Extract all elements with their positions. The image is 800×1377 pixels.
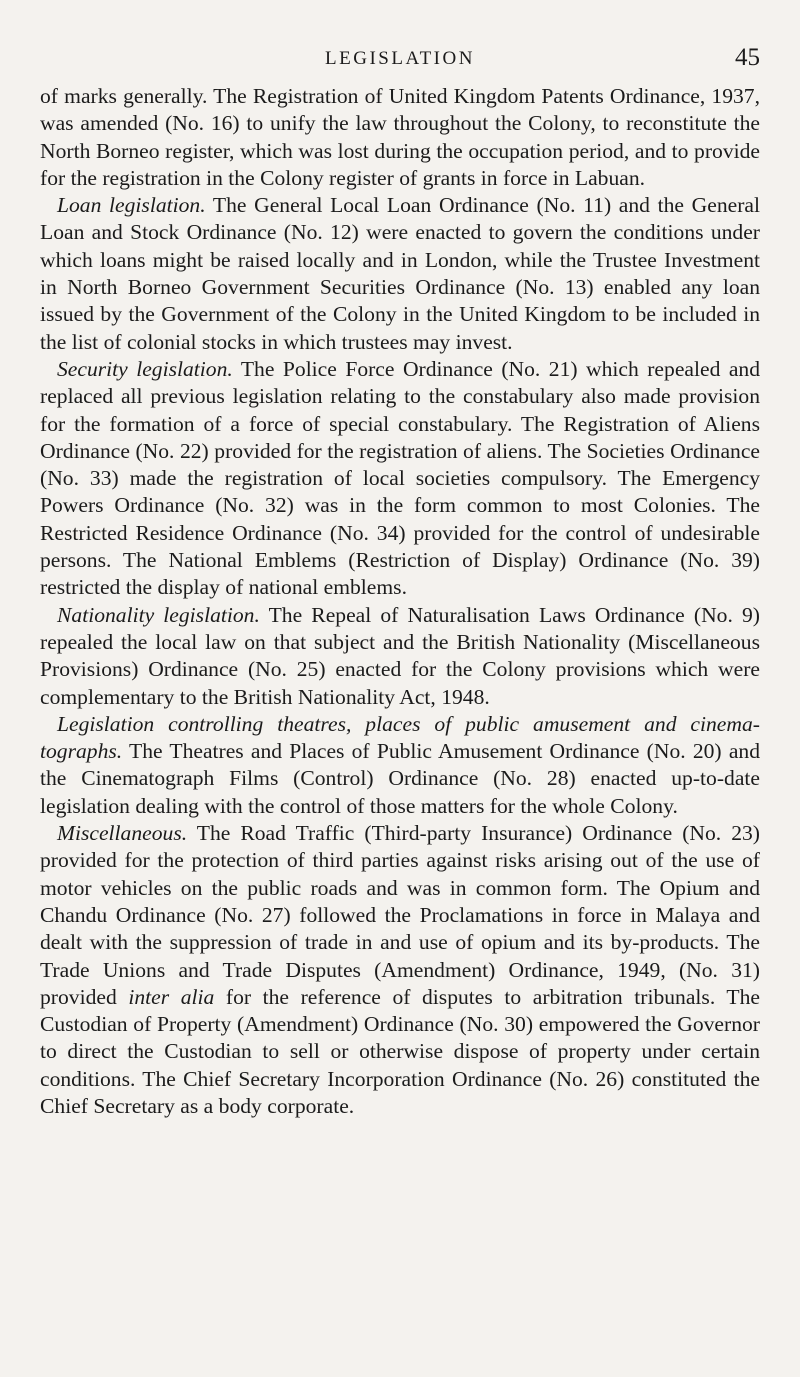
body-text	[40, 83, 760, 1120]
section-heading-security: Security legislation.	[57, 356, 233, 381]
paragraph-miscellaneous	[40, 820, 760, 1120]
section-heading-loan: Loan legislation.	[57, 193, 206, 218]
paragraph-text: The General Local Loan Ordinance (No. 11) and the General Loan and Stock Ordinance (No. 12) were enacted to govern the conditions under which loans might be raised locally and in London, while the Trustee Investment in North Borneo Government Securities Ordinance (No. 13) enabled any loan issued by the Government of the Colony in the United Kingdom to be included in the list of colonial stocks in which trustees may invest.	[40, 193, 761, 354]
paragraph-text: The Theatres and Places of Public Amusement Ordinance (No. 20) and the Cinematograph Films (Control) Ordinance (No. 28) enacted up-to-date legislation dealing with the control of those matters for the whole Colony.	[40, 739, 760, 818]
paragraph-security-legislation	[40, 356, 760, 602]
page-header	[40, 42, 760, 82]
paragraph-theatres-legislation	[40, 711, 760, 820]
paragraph-text: The Road Traffic (Third-party Insurance) Ordinance (No. 23) provided for the protection of third parties against risks arising out of the use of motor vehicles on the public roads and was in common form. The Opium and Chandu Ordinance (No. 27) followed the Proclamations in force in Malaya and dealt with the suppression of trade in and use of opium and its by-products. The Trade Unions and Trade Disputes (Amendment) Ordinance, 1949, (No. 31) provided	[40, 821, 760, 1009]
section-heading-theatres: Legislation controlling theatres, places of public amusement and cinematographs.	[40, 711, 760, 764]
page-number: 45	[735, 44, 760, 71]
paragraph-text: The Police Force Ordinance (No. 21) which repealed and replaced all previous legislation relating to the constabulary also made provision for the formation of a force of special constabulary. The Registration of Aliens Ordinance (No. 22) provided for the registration of aliens. The Societies Ordinance (No. 33) made the registration of local societies compulsory. The Emergency Powers Ordinance (No. 32) was in the form common to most Colonies. The Restricted Residence Ordinance (No. 34) provided for the control of undesirable persons. The National Emblems (Restriction of Display) Ordinance (No. 39) restricted the display of national emblems.	[40, 356, 761, 600]
section-heading-miscellaneous: Miscellaneous.	[57, 821, 188, 846]
paragraph-text: The Repeal of Naturalisation Laws Ordinance (No. 9) repealed the local law on that subject and the British Nationality (Miscellaneous Provisions) Ordinance (No. 25) enacted for the Colony provisions which were complementary to the British Nationality Act, 1948.	[40, 602, 760, 709]
paragraph-nationality-legislation	[40, 602, 760, 711]
paragraph-text: for the reference of disputes to arbitration tribunals. The Custodian of Property (Amendment) Ordinance (No. 30) empowered the Governor to direct the Custodian to sell or otherwise dispose of property under certain conditions. The Chief Secretary Incorporation Ordinance (No. 26) constituted the Chief Secretary as a body corporate.	[40, 984, 760, 1118]
paragraph-continuation	[40, 83, 760, 192]
section-heading-nationality: Nationality legislation.	[57, 602, 260, 627]
paragraph-loan-legislation	[40, 192, 760, 356]
running-head: LEGISLATION	[325, 48, 475, 69]
paragraph-text: of marks generally. The Registration of United Kingdom Patents Ordinance, 1937, was amended (No. 16) to unify the law throughout the Colony, to reconstitute the North Borneo register, which was lost during the occupation period, and to provide for the registration in the Colony register of grants in force in Labuan.	[40, 84, 760, 190]
latin-phrase: inter alia	[128, 984, 215, 1009]
